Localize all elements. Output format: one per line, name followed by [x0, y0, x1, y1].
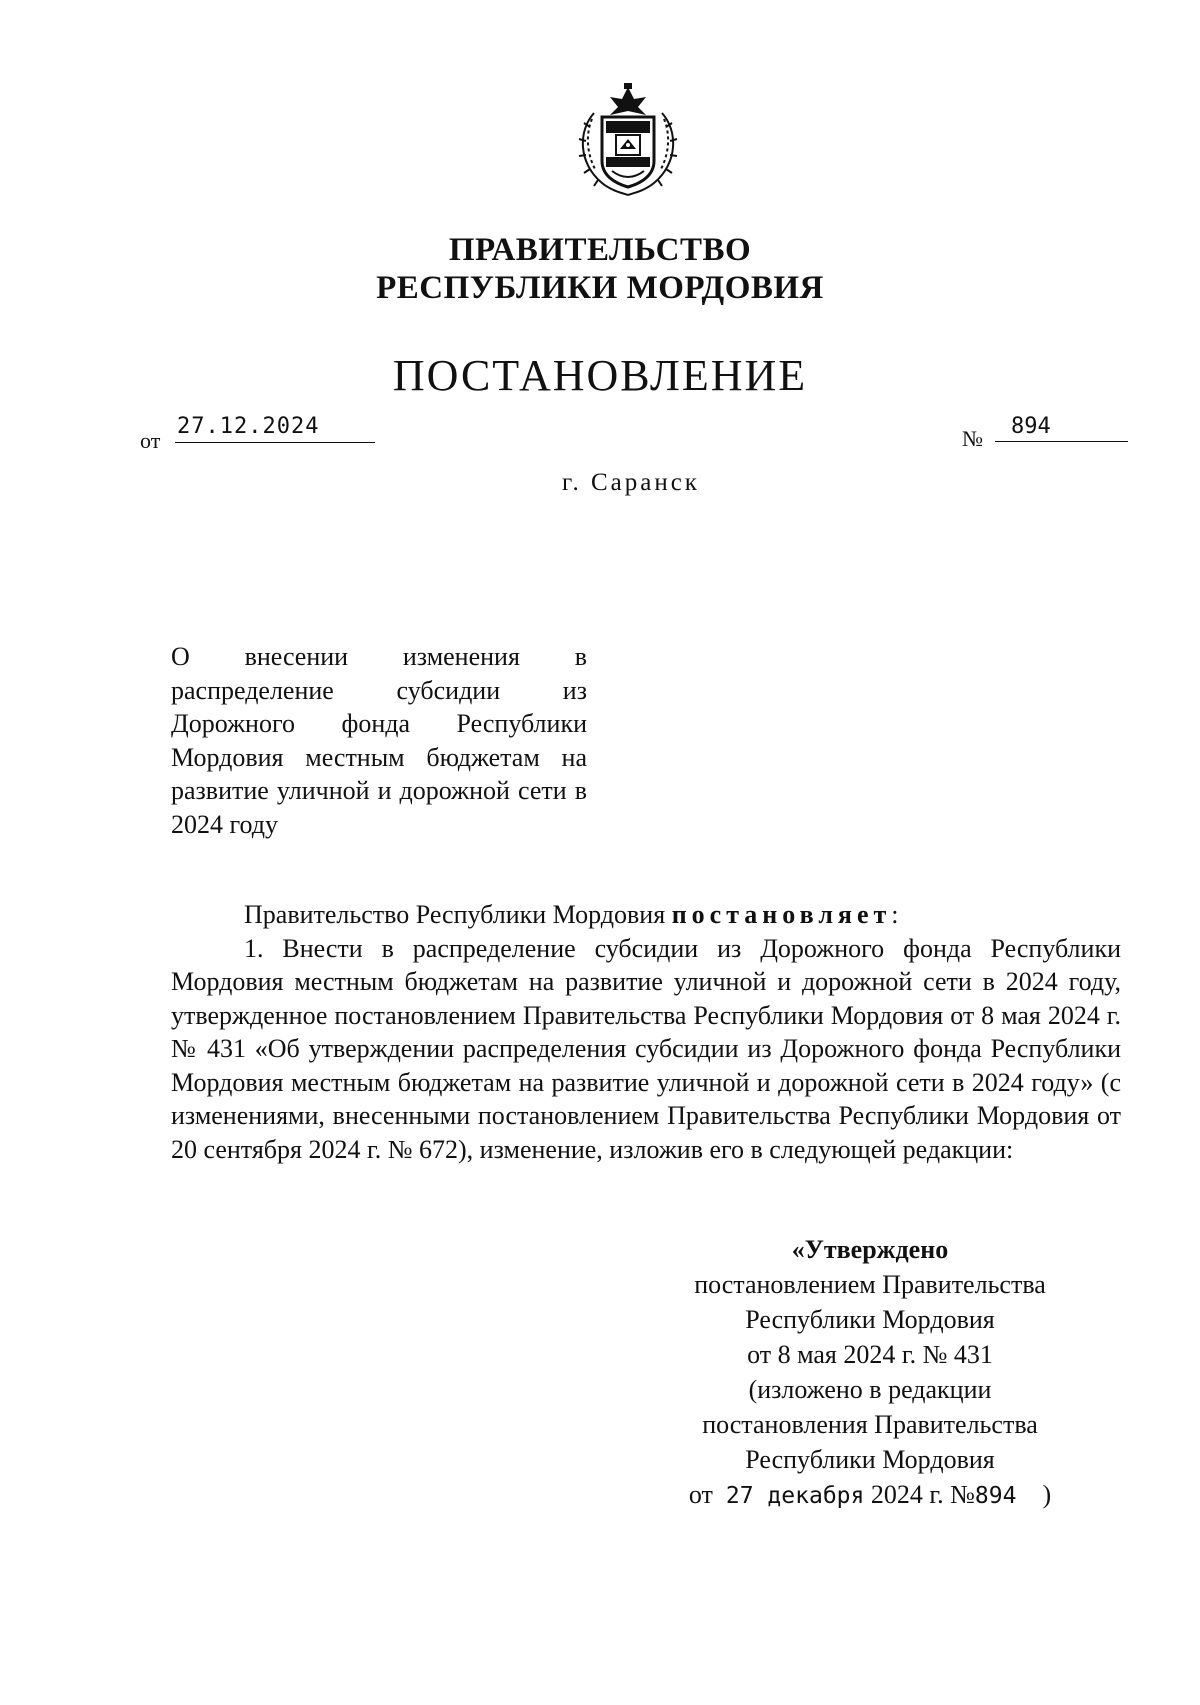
intro-text: Правительство Республики Мордовия [244, 900, 672, 929]
document-type-title: ПОСТАНОВЛЕНИЕ [392, 351, 808, 400]
approval-line: (изложено в редакции [748, 1375, 992, 1404]
approval-number-value: 894 [974, 1483, 1017, 1509]
approval-final-line [620, 1477, 1120, 1514]
approval-number-prefix: 2024 г. № [870, 1480, 975, 1509]
coat-of-arms-icon [572, 83, 684, 201]
date-prefix: от [140, 428, 161, 453]
number-prefix: № [962, 426, 983, 451]
approval-line: Республики Мордовия [745, 1445, 995, 1474]
approval-close-paren: ) [1042, 1480, 1052, 1509]
approval-line: от 8 мая 2024 г. № 431 [747, 1340, 993, 1369]
document-subject: О внесении изменения в распределение субсидии из Дорожного фонда Республики Мордовия местным бюджетам на развитие уличной и дорожной сети в 2024 году [171, 642, 587, 839]
number-value: 894 [995, 414, 1128, 442]
document-body [171, 898, 1121, 1166]
approval-line: Республики Мордовия [745, 1305, 995, 1334]
item-1: 1. Внести в распределение субсидии из Дорожного фонда Республики Мордовия местным бюджетам на развитие уличной и дорожной сети в 2024 году, утвержденное постановлением Правительства Республики Мордовия от 8 мая 2024 г. № 431 «Об утверждении распределения субсидии из Дорожного фонда Республики Мордовия местным бюджетам на развитие уличной и дорожной сети в 2024 году» (с изменениями, внесенными постановлением Правительства Республики Мордовия от 20 сентября 2024 г. № 672), изменение, изложив его в следующей редакции: [171, 933, 1121, 1164]
date-value: 27.12.2024 [175, 414, 375, 443]
intro-end: : [891, 900, 899, 929]
resolution-intro [171, 898, 1121, 932]
intro-keyword: постановляет [671, 900, 892, 929]
approval-line: постановлением Правительства [694, 1270, 1046, 1299]
approval-stamp-block [620, 1232, 1120, 1514]
city-line: г. Саранск [562, 469, 700, 496]
approval-title: «Утверждено [791, 1235, 949, 1264]
organization-name-line1: ПРАВИТЕЛЬСТВО [448, 232, 752, 268]
approval-date-prefix: от [688, 1480, 713, 1509]
approval-date-value: 27 декабря [725, 1483, 865, 1509]
organization-name-line2: РЕСПУБЛИКИ МОРДОВИЯ [376, 270, 824, 306]
approval-line: постановления Правительства [702, 1410, 1038, 1439]
